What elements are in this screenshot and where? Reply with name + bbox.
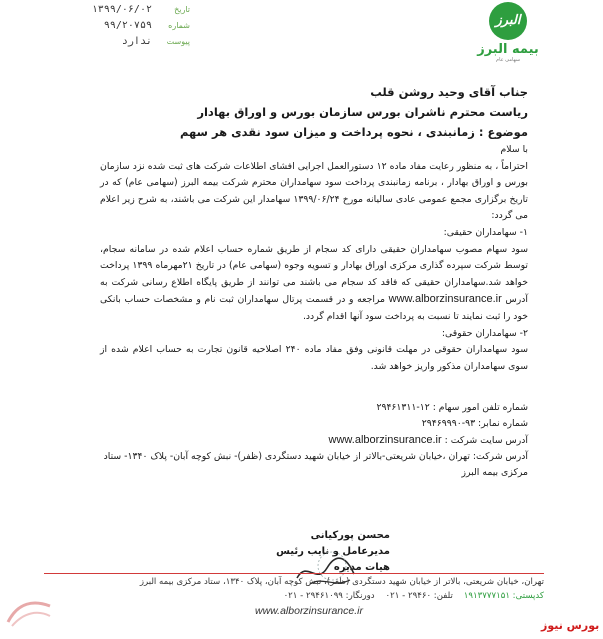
signer-title: مدیرعامل و نایب رئیس هیات مدیره — [276, 546, 390, 573]
intro-paragraph: احتراماً ، به منظور رعایت مفاد ماده ۱۲ دستورالعمل اجرایی افشای اطلاعات شرکت های ثبت شده نزد سازمان بورس و اوراق بهادار ، برنامه زمانبندی پرداخت سود سهامداران محترم شرکت بیمه البرز (سهامی عام) که در تاریخ برگزاری مجمع عمومی عادی سالیانه مورخ ۱۳۹۹/۰۶/۲۴ سهامدار این شرکت می باشند، به شرح زیر اعلام می گردد: — [100, 160, 528, 222]
date-value: ۱۳۹۹/۰۶/۰۲ — [91, 4, 152, 15]
greeting: با سلام — [500, 144, 528, 155]
footer-phone: تلفن: ۲۹۴۶۰ - ۰۲۱ — [385, 591, 453, 601]
logo-name: بیمه البرز — [477, 42, 539, 57]
number-label: شماره — [168, 21, 190, 30]
recipient: جناب آقای وحید روشن قلب — [370, 85, 528, 99]
section1-website-link[interactable]: www.alborzinsurance.ir — [388, 293, 502, 306]
logo-tagline: سهامی عام — [495, 57, 521, 63]
footer-divider — [44, 573, 544, 574]
signer-name: محسن پورکیانی — [310, 530, 390, 541]
section2-paragraph: سود سهامداران حقوقی در مهلت قانونی وفق مفاد ماده ۲۴۰ اصلاحیه قانون تجارت به حساب اعلام شده از سوی سهامداران مذکور واریز خواهد شد. — [100, 344, 529, 372]
watermark-logo-icon — [4, 592, 54, 630]
letter-body — [100, 82, 528, 375]
letter-meta — [60, 2, 190, 50]
attachment-row — [60, 34, 190, 50]
source-brand: بورس نیوز — [541, 619, 600, 632]
date-label: تاریخ — [174, 5, 190, 14]
footer-postal: کدپستی: ۱۹۱۳۷۷۷۱۵۱ — [463, 591, 544, 601]
section1-paragraph — [100, 242, 528, 326]
phone-line: شماره تلفن امور سهام : ۱۲-۲۹۴۶۱۳۱۱ — [376, 402, 528, 413]
footer-fax: دورنگار: ۲۹۴۶۱۰۹۹ - ۰۲۱ — [283, 591, 375, 601]
date-row — [60, 2, 190, 18]
attachment-label: پیوست — [166, 37, 190, 46]
recipient-title: ریاست محترم ناشران بورس سازمان بورس و اوراق بهادار — [197, 105, 528, 119]
letter-footer — [60, 575, 544, 603]
footer-address: تهران، خیابان شریعتی، بالاتر از خیابان شهید دستگردی (ظفر)، نبش کوچه آبان، پلاک ۱۳۴۰، ستاد مرکزی بیمه البرز — [139, 577, 544, 587]
section1-text-b: مراجعه و در قسمت پرتال سهامداران ثبت نام و مشخصات حساب بانکی خود را ثبت نمایند تا نسبت به پرداخت سود آنها اقدام گردد. — [100, 294, 528, 322]
address-line: آدرس شرکت: تهران ،خیابان شریعتی-بالاتر از خیابان شهید دستگردی (ظفر)- نبش کوچه آبان- پلاک ۱۳۴۰- ستاد مرکزی بیمه البرز — [103, 451, 528, 478]
number-value: ۹۹/۲۰۷۵۹ — [103, 20, 152, 31]
fax-line: شماره نمابر: ۹۳-۲۹۴۶۹۹۹۰ — [421, 418, 528, 429]
section1-title: ۱- سهامداران حقیقی: — [443, 226, 528, 238]
website-link[interactable]: www.alborzinsurance.ir — [328, 434, 442, 446]
company-logo — [462, 2, 554, 62]
attachment-value: ندارد — [121, 36, 152, 47]
footer-website-link[interactable]: www.alborzinsurance.ir — [255, 605, 363, 617]
logo-mark-icon: البرز — [489, 2, 527, 40]
number-row — [60, 18, 190, 34]
contact-block — [100, 400, 528, 481]
subject: موضوع : زمانبندی ، نحوه پرداخت و میزان سود نقدی هر سهم — [180, 125, 528, 139]
website-label: آدرس سایت شرکت : — [444, 435, 528, 446]
section2-title: ۲- سهامداران حقوقی: — [441, 327, 528, 339]
website-line — [100, 432, 528, 449]
footer-contacts — [60, 589, 544, 603]
section1-text-a: سود سهام مصوب سهامداران حقیقی دارای کد سجام از طریق شماره حساب اعلام شده در سامانه سجام، توسط شرکت سپرده گذاری مرکزی اوراق بهادار و تسویه وجوه (سهامی عام) در تاریخ ۲۱مهرماه ۱۳۹۹ پرداخت خواهد شد.سهامداران حقیقی که فاقد کد سجام می باشند می توانند از طریق پایگاه اطلاع رسانی شرکت به آدرس — [100, 243, 528, 306]
